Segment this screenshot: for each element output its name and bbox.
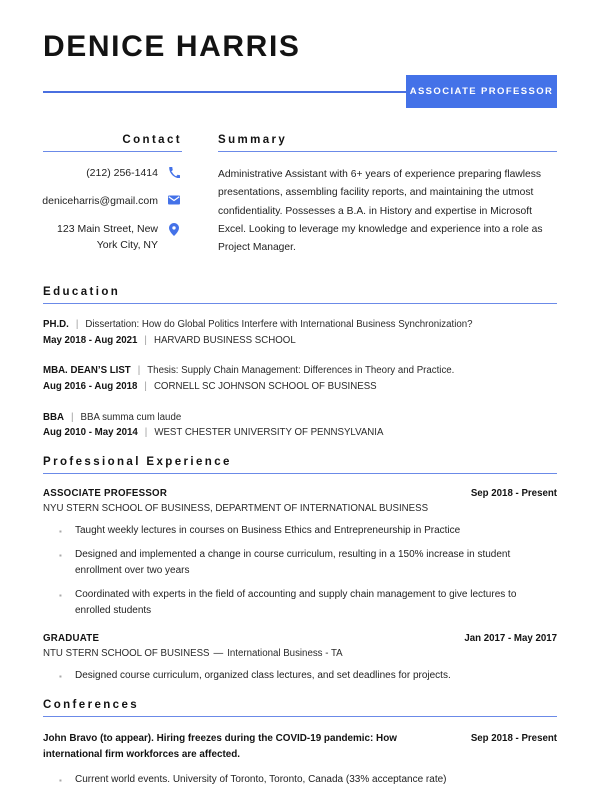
summary-heading: Summary xyxy=(218,134,557,152)
column-gap xyxy=(182,134,218,266)
job-bullet-list xyxy=(43,668,557,685)
education-entry xyxy=(43,363,557,394)
header-title-row xyxy=(43,75,557,108)
contact-item-address[interactable] xyxy=(43,222,182,252)
list-item xyxy=(43,668,557,685)
separator: | xyxy=(144,427,148,439)
education-school: WEST CHESTER UNIVERSITY OF PENNSYLVANIA xyxy=(154,427,384,439)
conference-entry xyxy=(43,731,557,789)
bullet-icon: ▪ xyxy=(59,671,62,681)
separator: | xyxy=(144,381,147,393)
bullet-text: Designed and implemented a change in course curriculum, resulting in a 150% increase in student enrollment over two years xyxy=(75,549,511,577)
education-school: CORNELL SC JOHNSON SCHOOL OF BUSINESS xyxy=(153,381,377,393)
summary-column xyxy=(218,134,557,266)
job-org-dash: — xyxy=(213,647,224,659)
contact-email-text: deniceharris@gmail.com xyxy=(42,195,158,208)
education-degree: MBA. DEAN’S LIST xyxy=(43,365,131,377)
education-heading: Education xyxy=(43,286,557,304)
education-degree: BBA xyxy=(43,411,64,423)
education-school: HARVARD BUSINESS SCHOOL xyxy=(153,334,296,346)
education-entry xyxy=(43,317,557,348)
contact-summary-row xyxy=(43,134,557,266)
experience-entry-header xyxy=(43,488,557,499)
bullet-icon: ▪ xyxy=(59,590,62,600)
conference-bullet-list xyxy=(43,772,557,789)
experience-entry xyxy=(43,488,557,619)
separator: | xyxy=(71,411,74,423)
job-date: Jan 2017 - May 2017 xyxy=(464,632,557,644)
job-title: ASSOCIATE PROFESSOR xyxy=(43,488,168,500)
experience-section xyxy=(43,456,557,685)
list-item xyxy=(43,523,557,540)
list-item xyxy=(43,772,557,789)
status-badge: ASSOCIATE PROFESSOR xyxy=(406,75,557,108)
bullet-icon: ▪ xyxy=(59,527,62,537)
list-item xyxy=(43,547,557,579)
job-title: GRADUATE xyxy=(43,632,100,644)
job-org-name: NTU STERN SCHOOL OF BUSINESS xyxy=(43,647,210,659)
contact-item-phone[interactable] xyxy=(43,166,182,181)
phone-icon xyxy=(166,166,182,178)
contact-item-email[interactable] xyxy=(43,194,182,209)
job-organization xyxy=(43,503,557,514)
separator: | xyxy=(137,365,141,377)
page-title: DENICE HARRIS xyxy=(43,30,301,63)
conferences-heading: Conferences xyxy=(43,699,557,717)
summary-body: Administrative Assistant with 6+ years of experience preparing flawless presentations, assembling facility reports, and maintaining the utmost confidentiality. Possesses a B.A. in History and expertise in Microsoft Excel. Looking to leverage my knowledge and experience into a role as Project Manager. xyxy=(218,169,543,254)
education-degree-line xyxy=(43,363,557,379)
education-degree: PH.D. xyxy=(43,318,69,330)
experience-entry-header xyxy=(43,633,557,644)
separator: | xyxy=(75,318,79,330)
bullet-icon: ▪ xyxy=(59,551,62,561)
job-organization xyxy=(43,648,557,659)
conference-entry-header xyxy=(43,731,557,763)
education-degree-line xyxy=(43,317,557,333)
education-detail: Thesis: Supply Chain Management: Differences in Theory and Practice. xyxy=(147,365,455,377)
education-dates-line xyxy=(43,333,557,349)
education-dates-line xyxy=(43,379,557,395)
conferences-section xyxy=(43,699,557,789)
contact-heading: Contact xyxy=(43,134,182,152)
education-dates: Aug 2016 - Aug 2018 xyxy=(43,381,138,393)
education-dates: May 2018 - Aug 2021 xyxy=(43,334,138,346)
bullet-text: Taught weekly lectures in courses on Business Ethics and Entrepreneurship in Practice xyxy=(75,525,461,537)
education-detail: BBA summa cum laude xyxy=(80,411,182,423)
education-entry xyxy=(43,410,557,441)
education-degree-line xyxy=(43,410,557,426)
envelope-icon xyxy=(166,194,182,205)
education-dates: Aug 2010 - May 2014 xyxy=(43,427,138,439)
location-pin-icon xyxy=(166,222,182,236)
separator: | xyxy=(144,334,147,346)
education-dates-line xyxy=(43,425,557,441)
experience-heading: Professional Experience xyxy=(43,456,557,474)
bullet-text: Coordinated with experts in the field of accounting and supply chain management to give lectures to enrolled students xyxy=(75,588,517,616)
bullet-icon: ▪ xyxy=(59,776,62,786)
resume-header xyxy=(43,0,557,108)
job-org-sub: International Business - TA xyxy=(227,647,343,659)
conference-date: Sep 2018 - Present xyxy=(470,732,557,744)
list-item xyxy=(43,587,557,619)
education-section xyxy=(43,286,557,441)
education-list xyxy=(43,317,557,441)
education-detail: Dissertation: How do Global Politics Interfere with International Business Synchronization? xyxy=(85,318,473,330)
contact-address-text: 123 Main Street, New York City, NY xyxy=(57,223,158,251)
bullet-text: Designed course curriculum, organized class lectures, and set deadlines for projects. xyxy=(75,669,451,681)
experience-entry xyxy=(43,633,557,685)
job-date: Sep 2018 - Present xyxy=(470,488,557,500)
bullet-text: Current world events. University of Toronto, Toronto, Canada (33% acceptance rate) xyxy=(75,774,447,786)
contact-list xyxy=(43,166,182,253)
contact-phone-text: (212) 256-1414 xyxy=(86,167,158,179)
job-bullet-list xyxy=(43,523,557,619)
contact-column xyxy=(43,134,182,266)
job-org-name: NYU STERN SCHOOL OF BUSINESS, DEPARTMENT OF INTERNATIONAL BUSINESS xyxy=(43,503,429,515)
conference-title: John Bravo (to appear). Hiring freezes during the COVID-19 pandemic: How international firm workforces are affected. xyxy=(43,732,397,760)
